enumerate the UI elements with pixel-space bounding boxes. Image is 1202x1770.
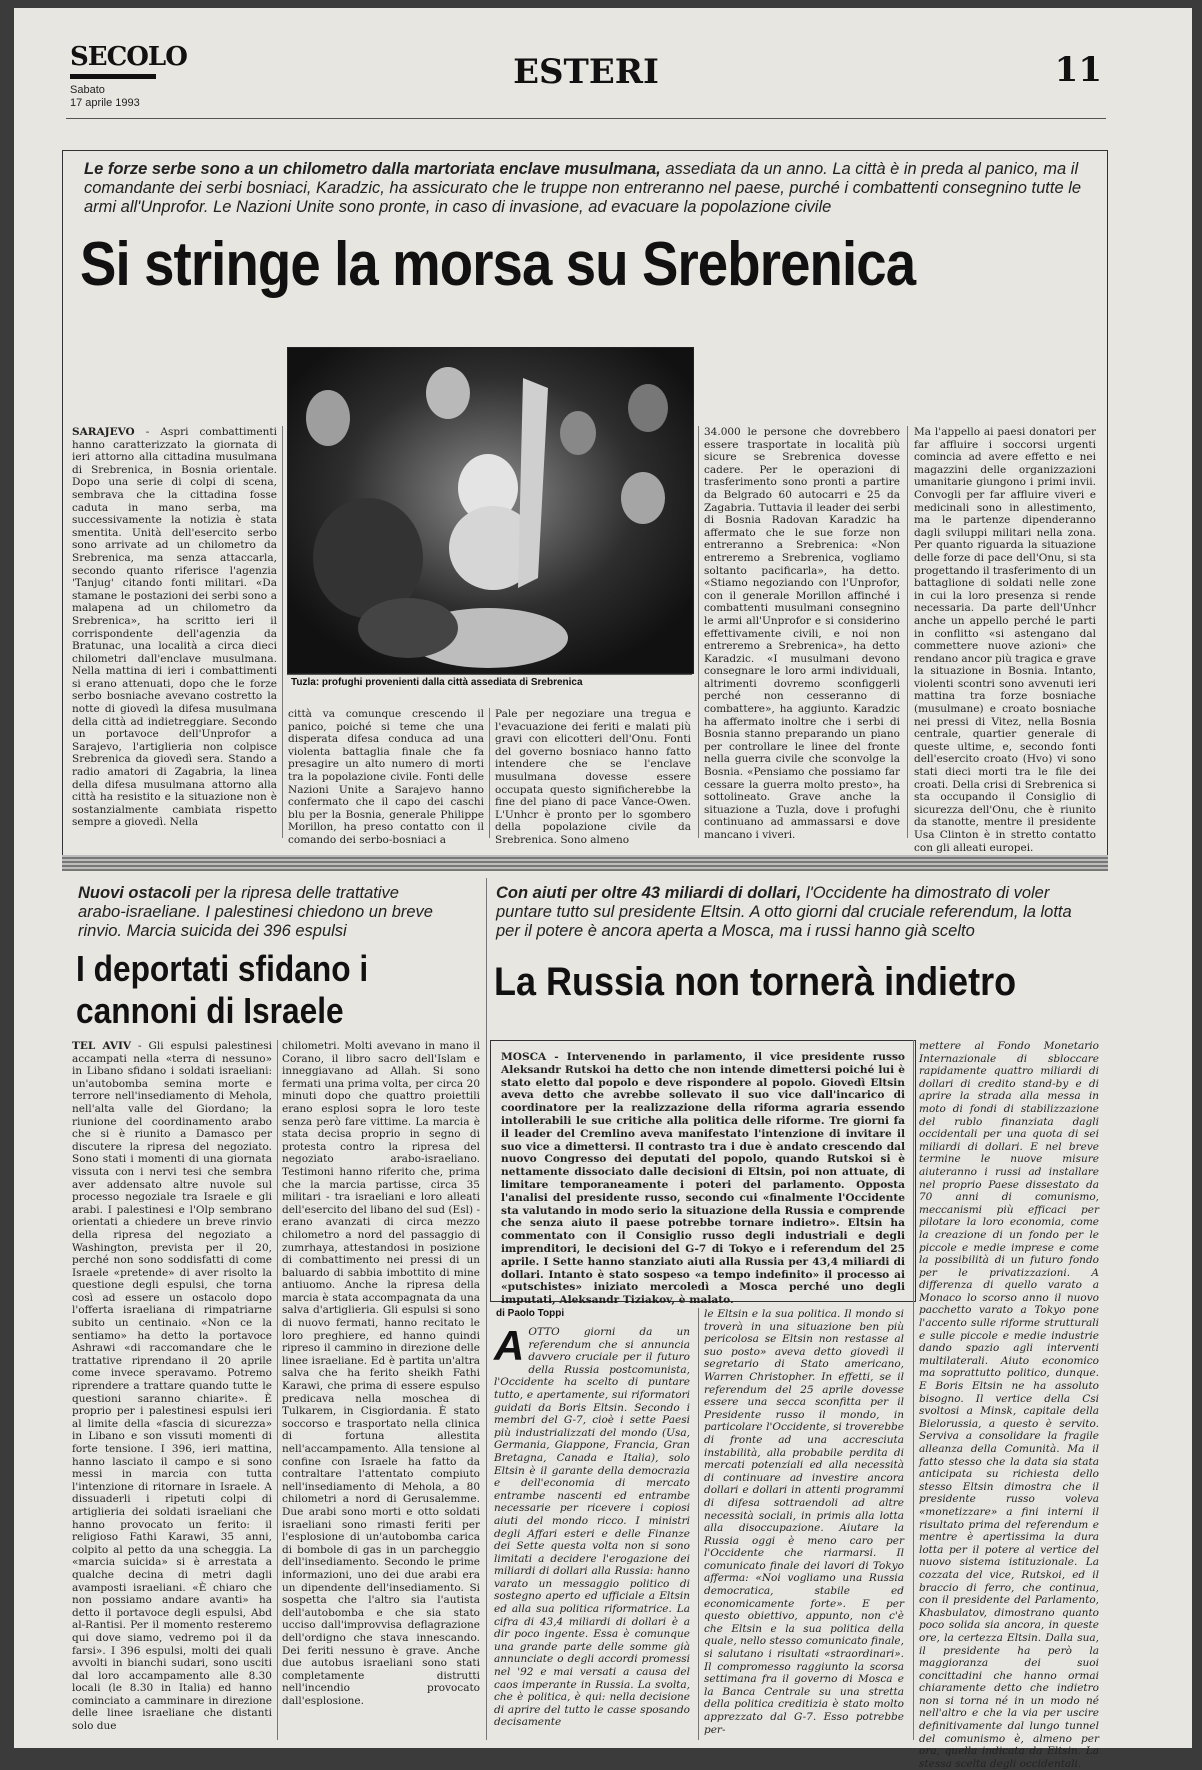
story1-dateline: SARAJEVO [72, 426, 135, 438]
story3-column-2: le Eltsin e la sua politica. Il mondo si troverà in una situazione ben più pericolosa se Eltsin non restasse al suo posto» aveva detto giovedì il segretario di Stato americano, Warren Christopher. In effetti, se il referendum del 25 aprile dovesse essere una secca sconfitta per il Presidente russo il mondo, in particolare l'Occidente, si troverebbe di fronte ad una accresciuta instabilità, alla probabile perdita di mercati potenziali ed alla necessità di continuare ad investire ancora dollari e dollari in attenti programmi di difesa sottraendoli ad altre necessità sociali, in primis alla lotta alla disoccupazione. Aiutare la Russia oggi è meno caro per l'Occidente che riarmarsi. Il comunicato finale dei lavori di Tokyo afferma: «Noi vogliamo una Russia democratica, stabile ed economicamente forte». E per questo obiettivo, appunto, non c'è che Eltsin e la sua politica della quale, nello stesso comunicato finale, si salutano i risultati «straordinari». Il compromesso raggiunto la scorsa settimana fra il governo di Mosca e la Banca Centrale su una stretta della politica creditizia è stato molto apprezzato dal G-7. Esso potrebbe per- [704, 1308, 904, 1736]
story3-column-1-text: OTTO giorni da un referendum che si annuncia davvero cruciale per il futuro della Russia postcomunista, l'Occidente ha scelto di puntare tutto, e apertamente, sui riformatori guidati da Boris Eltsin. Secondo i membri del G-7, cioè i sette Paesi più industrializzati del mondo (Usa, Germania, Giappone, Francia, Gran Bretagna, Canada e Italia), solo Eltsin è il garante della democrazia e dell'economia di mercato entrambe nascenti ed entrambe necessarie per ricevere i copiosi aiuti del mondo ricco. I ministri degli Affari esteri e delle Finanze dei Sette questa volta non si sono limitati a decidere l'erogazione dei miliardi di dollari alla Russia: hanno varato un messaggio politico di sostegno aperto ed ufficiale a Eltsin ed alla sua politica riformatrice. La cifra di 43,4 miliardi di dollari è a dir poco ingente. Essa è comunque una grande parte delle somme già annunciate o degli accordi promessi nel '92 e mai versati a causa del caos imperante in Russia. La svolta, che è politica, è qui: nella decisione di aprire del tutto le casse sposando decisamente [494, 1326, 690, 1729]
story3-deck-rest: l'Occidente ha dimostrato di voler puntare tutto sul presidente Eltsin. A otto giorni dal cruciale referendum, la lotta per il potere è ancora aperta a Mosca, ma i russi hanno già scelto [496, 884, 1072, 940]
story2-dateline: TEL AVIV [72, 1040, 132, 1052]
refugee-photo-image [288, 348, 693, 673]
column-rule [698, 1308, 699, 1740]
story2-column-2: chilometri. Molti avevano in mano il Corano, il libro sacro dell'Islam e inneggiavano ad Allah. Si sono fermati una prima volta, per circa 20 minuti dopo che quattro proiettili erano esplosi sopra le loro teste senza però fare vittime. La marcia è stata decisa proprio in segno di protesta contro la ripresa del negoziato arabo-israeliano. Testimoni hanno riferito che, prima che la marcia partisse, circa 35 militari - tra israeliani e loro alleati dell'esercito del libano del sud (Esl) - erano avanzati di circa mezzo chilometro a nord del passaggio di zumrhaya, attestandosi in posizione di combattimento nei pressi di un baluardo di sabbia imbottito di mine antiuomo. Anche la ripresa della marcia è stata accompagnata da una salva d'artiglieria. Gli espulsi si sono di nuovo fermati, hanno recitato le loro preghiere, ed hanno quindi ripreso il cammino in direzione delle linee israeliane. Ed è partita un'altra salva che ha ferito sheikh Fathi Karawi, che prima di essere espulso predicava nella moschea di Tulkarem, in Cisgiordania. È stato soccorso e trasportato nella clinica di fortuna allestita nell'accampamento. Alla tensione al confine con Israele ha fatto da contraltare l'attentato compiuto nell'insediamento di Mehola, a 80 chilometri a nord di Gerusalemme. Due arabi sono morti e otto soldati israeliani sono rimasti feriti per l'esplosione di un'autobomba carica di bombole di gas in un parcheggio dell'insediamento. Secondo le prime informazioni, uno dei due arabi era un dipendente dell'insediamento. Si sospetta che l'altro sia l'autista dell'autobomba e che sia stato ucciso dall'improvvisa deflagrazione dell'ordigno che stava innescando. Dei feriti nessuno è grave. Anche due autobus israeliani sono stati completamente distrutti nell'incendio provocato dall'esplosione. [282, 1040, 480, 1707]
story3-deck [496, 884, 1096, 941]
issue-date-text: 17 aprile 1993 [70, 97, 140, 109]
separator-band [62, 855, 1108, 871]
story3-headline: La Russia non tornerà indietro [494, 960, 1017, 1004]
story3-box-text [501, 1051, 905, 1307]
story1-column-5: Ma l'appello ai paesi donatori per far affluire i soccorsi urgenti comincia ad avere effetto e nei magazzini delle organizzazioni umanitarie giungono i primi invii. Convogli per far affluire viveri e medicinali sono in allestimento, ma le partenze dipenderanno dagli sviluppi militari nella zona. Per quanto riguarda la situazione delle forze di pace dell'Onu, si sta progettando il trasferimento di un battaglione di soldati nelle zone in cui la loro presenza si rende necessaria. Da parte dell'Unhcr anche un appello perché le parti in conflitto «si astengano dal commettere nuove azioni» che rendano ancor più tragica e grave la situazione in Bosnia. Intanto, violenti scontri sono avvenuti ieri mattina tra forze bosniache (musulmane) e croato bosniache nei pressi di Vitez, nella Bosnia centrale, quartier generale di queste ultime, e, secondo fonti dell'esercito croato (Hvo) vi sono stati dieci morti tra le file dei croati. Della crisi di Srebrenica si sta occupando il Consiglio di sicurezza dell'Onu, che è riunito da stanotte, mentre il presidente Usa Clinton è in stretto contatto con gli alleati europei. [914, 426, 1097, 854]
masthead-rule [66, 118, 1106, 119]
story3-box-body: - Intervenendo in parlamento, il vice presidente russo Aleksandr Rutskoi ha detto che non intende dimettersi poiché lui è stato eletto dal popolo e deve rispondere al popolo. Giovedì Eltsin aveva detto che avrebbe sollevato il suo vice dall'incarico di coordinatore per la realizzazione della riforma agraria essendo intollerabili le sue critiche alla politica delle riforme. Tre giorni fa il leader del Cremlino aveva manifestato l'intenzione di invitare il suo vice a dimettersi. Il contrasto tra i due è andato crescendo dal nuovo Congresso dei deputati del popolo, quando Rutskoi si è nettamente dissociato dalle decisioni di Eltsin, poi non attuate, di limitare temporaneamente i poteri del parlamento. Opposta l'analisi del presidente russo, secondo cui «finalmente l'Occidente sta valutando in modo serio la situazione della Russia e comprende che senza aiuto il paese potrebbe tornare indietro». Eltsin ha commentato con il Consiglio russo degli industriali e degli imprenditori, le decisioni del G-7 di Tokyo e i referendum del 25 aprile. I Sette hanno stanziato aiuti alla Russia per 43,4 miliardi di dollari. Intanto è stato sospeso «a tempo indefinito» il processo ai «putschistes» iniziato mercoledì a Mosca perché uno degli imputati, Aleksandr Tiziakov, è malato. [501, 1051, 905, 1307]
story1-column-1 [72, 426, 277, 840]
story2-deck [78, 884, 438, 941]
story2-deck-lead: Nuovi ostacoli [78, 884, 191, 902]
column-rule [913, 1040, 914, 1740]
story2-column-1 [72, 1040, 272, 1740]
story-divider [486, 878, 487, 1740]
story1-column-4: 34.000 le persone che dovrebbero essere trasportate in località più sicure se Srebrenica dovesse cadere. Per le operazioni di trasferimento sono pronti a partire da Belgrado 60 autocarri e 25 da Zagabria. Tuttavia il leader dei serbi di Bosnia Radovan Karadzic ha affermato che le sue forze non entreranno a Srebrenica: «Non entreremo a Srebrenica, vogliamo soltanto pacificarla», ha detto. «Stiamo negoziando con l'Unprofor, con il generale Morillon affinché i combattenti musulmani consegnino le armi all'Unprofor e si considerino effettivamente civili, e noi non entreremo a Srebrenica», ha detto Karadzic. «I musulmani devono consegnare le loro armi individuali, altrimenti dovremo sconfiggerli perché non cesseranno di combattere», ha aggiunto. Karadzic ha affermato inoltre che i serbi di Bosnia stanno preparando un piano per controllare le linee del fronte nella guerra civile che sconvolge la Bosnia. «Pensiamo che possiamo far cessare la guerra molto presto», ha sottolineato. Grave anche la situazione a Tuzla, dove i profughi continuano ad ammassarsi e dove mancano i viveri. [704, 426, 900, 841]
story3-column-1 [494, 1322, 690, 1740]
column-rule [698, 426, 699, 838]
refugee-photo [287, 347, 694, 674]
story3-boxed-brief [490, 1040, 916, 1307]
story3-byline: di Paolo Toppi [496, 1308, 565, 1319]
story1-headline: Si stringe la morsa su Srebrenica [80, 230, 916, 299]
story2-headline: I deportati sfidano i cannoni di Israele [76, 948, 369, 1031]
section-title: ESTERI [513, 52, 659, 92]
story3-column-3: mettere al Fondo Monetario Internazionale di sbloccare rapidamente quattro miliardi di dollari di credito stand-by e di aprire la strada alla messa in moto di fondi di stabilizzazione del rublo finanziata dagli occidentali per una quota di sei miliardi di dollari. E nel breve termine le nuove misure aiuteranno i russi ad installare nel proprio Paese dissestato da 70 anni di comunismo, meccanismi più efficaci per pilotare la loro economia, come la creazione di un fondo per le piccole e medie imprese e come la possibilità di un futuro fondo per le privatizzazioni. A differenza di quello varato a Monaco lo scorso anno il nuovo pacchetto varato a Tokyo pone l'accento sulle riforme strutturali e sulle piccole e medie industrie dando spazio agli interventi multilaterali. Aiuto economico ma soprattutto politico, dunque. E Boris Eltsin ne ha assoluto bisogno. Il vertice della Csi svoltosi a Minsk, capitale della Bielorussia, a questo è servito. Serviva a consolidare la fragile alleanza della Comunità. Ma il fatto stesso che la data sia stata anticipata su richiesta dello stesso Eltsin dimostra che il presidente russo voleva «monetizzare» a fini interni il risultato prima del referendum e mentre è apertissima la dura lotta per il potere al vertice del nuovo sistema istituzionale. La cozzata del vice, Rutskoi, ed il braccio di ferro, che continua, con il presidente del Parlamento, Khasbulatov, dimostrano quanto poco solida sia ancora, in queste ore, la certezza Eltsin. Dalla sua, il presidente ha però la maggioranza dei suoi concittadini che hanno ormai chiaramente detto che indietro non si torna né in un modo né nell'altro e che la via per uscire definitivamente dal lungo tunnel del comunismo è, almeno per ora, quella indicata da Eltsin. La stessa scelta degli occidentali. [919, 1040, 1099, 1770]
column-rule [907, 426, 908, 838]
story1-column-2: città va comunque crescendo il panico, poiché si teme che una disperata difesa conduca ad una violenta battaglia finale che fa presagire un alto numero di morti tra la popolazione civile. Fonti delle Nazioni Unite a Sarajevo hanno confermato che il capo dei caschi blu per la Bosnia, generale Philippe Morillon, ha preso contatto con il comando dei serbo-bosniaci a [288, 708, 484, 846]
page-number: 11 [1054, 50, 1102, 90]
story3-deck-lead: Con aiuti per oltre 43 miliardi di dollari, [496, 884, 802, 902]
column-rule [277, 1040, 278, 1740]
story1-column-1-text: - Aspri combattimenti hanno caratterizzato la giornata di ieri attorno alla cittadina musulmana di Srebrenica, in Bosnia orientale. Dopo una serie di colpi di scena, sembrava che la cittadina fosse caduta in mano serba, ma successivamente la notizia è stata smentita. Unità dell'esercito serbo sono arrivate ad un chilometro da Srebrenica, ma senza attaccarla, secondo quanto riferisce l'agenzia 'Tanjug' citando fonti militari. «Da stamane le postazioni dei serbi sono a malapena ad un chilometro da Srebrenica», ha scritto ieri il corrispondente dell'agenzia da Bratunac, una località a circa dieci chilometri dall'enclave musulmana. Nella mattina di ieri i combattimenti si erano attenuati, dopo che le forze serbo bosniache avevano costretto la notte di giovedì la difesa musulmana della città ad indietreggiare. Secondo un portavoce dell'Unprofor a Sarajevo, l'artiglieria non colpisce Srebrenica da giovedì sera. Stando a radio amatori di Zagabria, la linea della difesa musulmana attorno alla città ha resistito e la situazione non è sostanzialmente cambiata rispetto sempre a giovedì. Nella [72, 426, 277, 829]
newspaper-logo: SECOLO [70, 42, 187, 72]
story2-deck-rest: per la ripresa delle trattative arabo-israeliane. I palestinesi chiedono un breve rinvio. Marcia suicida dei 396 espulsi [78, 884, 433, 940]
masthead [66, 38, 1106, 118]
story1-deck-lead: Le forze serbe sono a un chilometro dalla martoriata enclave musulmana, [84, 160, 661, 178]
photo-caption: Tuzla: profughi provenienti dalla città assediata di Srebrenica [287, 674, 692, 692]
story1-deck-rest: assediata da un anno. La città è in preda al panico, ma il comandante dei serbi bosniaci, Karadzic, ha assicurato che le truppe non entreranno nel paese, purché i combattenti consegnino tutte le armi all'Unprofor. Le Nazioni Unite sono pronte, in caso di invasione, ad evacuare la popolazione civile [84, 160, 1082, 216]
story1-column-3: Pale per negoziare una tregua e l'evacuazione dei feriti e malati più gravi con elicotteri dell'Onu. Fonti del governo bosniaco hanno fatto intendere che se l'enclave musulmana dovesse essere occupata questo significherebbe la fine del piano di pace Vance-Owen. L'Unhcr è pronto per lo sgombero della popolazione civile da Srebrenica. Sono almeno [495, 708, 691, 846]
story2-column-1-text: - Gli espulsi palestinesi accampati nella «terra di nessuno» in Libano sfidano i soldati israeliani: un'autobomba semina morte e terrore nell'insediamento di Mehola, nell'alta valle del Giordano; la riunione del coordinamento arabo che si è riunito a Damasco per discutere la ripresa del negoziato. Sono stati i momenti di una giornata vissuta con i nervi tesi che sembra aver addensato altre nuvole sul processo negoziale tra Israele e gli arabi. I palestinesi e l'Olp sembrano orientati a chiedere un breve rinvio della ripresa del negoziato a Washington, prevista per il 20, perché non sono soddisfatti di come Israele «pretende» di aver risolto la questione degli espulsi, che torna così ad essere un ostacolo dopo l'offerta israeliana di rimpatriarne subito un centinaio. «Non ce la sentiamo» ha detto la portavoce Ashrawi «di raccomandare che le trattative riprendano il 20 aprile come invece speravamo. Potremo riprendere a trattare quando tutte le questioni saranno chiarite». È proprio per i palestinesi espulsi ieri al limite della «fascia di sicurezza» in Libano e son vissuti momenti di forte tensione. I 396, ieri mattina, hanno lasciato il campo e si sono messi in marcia con tutta l'intenzione di ritornare in Israele. A dissuaderli i ripetuti colpi di artiglieria dei soldati israeliani che hanno provocato un ferito: il religioso Fathi Karawi, 35 anni, colpito al petto da una scheggia. La «marcia suicida» si è arrestata a qualche decina di metri dagli avamposti israeliani. «È chiaro che non possiamo andare avanti» ha detto il portavoce degli espulsi, Abd al-Rantisi. Per il momento resteremo qui dove siamo, vedremo poi il da farsi». I 396 espulsi, molti dei quali avvolti in bianchi sudari, sono usciti dal loro accampamento alle 8.30 locali (le 8.30 in Italia) ed hanno cominciato a camminare in direzione delle linee israeliane che distanti solo due [72, 1040, 273, 1733]
newspaper-page [14, 8, 1192, 1770]
story3-box-dateline: MOSCA [501, 1051, 547, 1063]
column-rule [489, 708, 490, 838]
issue-day: Sabato [70, 84, 105, 96]
story1-deck [84, 160, 1084, 217]
dropcap: A [494, 1322, 525, 1369]
column-rule [282, 426, 283, 838]
